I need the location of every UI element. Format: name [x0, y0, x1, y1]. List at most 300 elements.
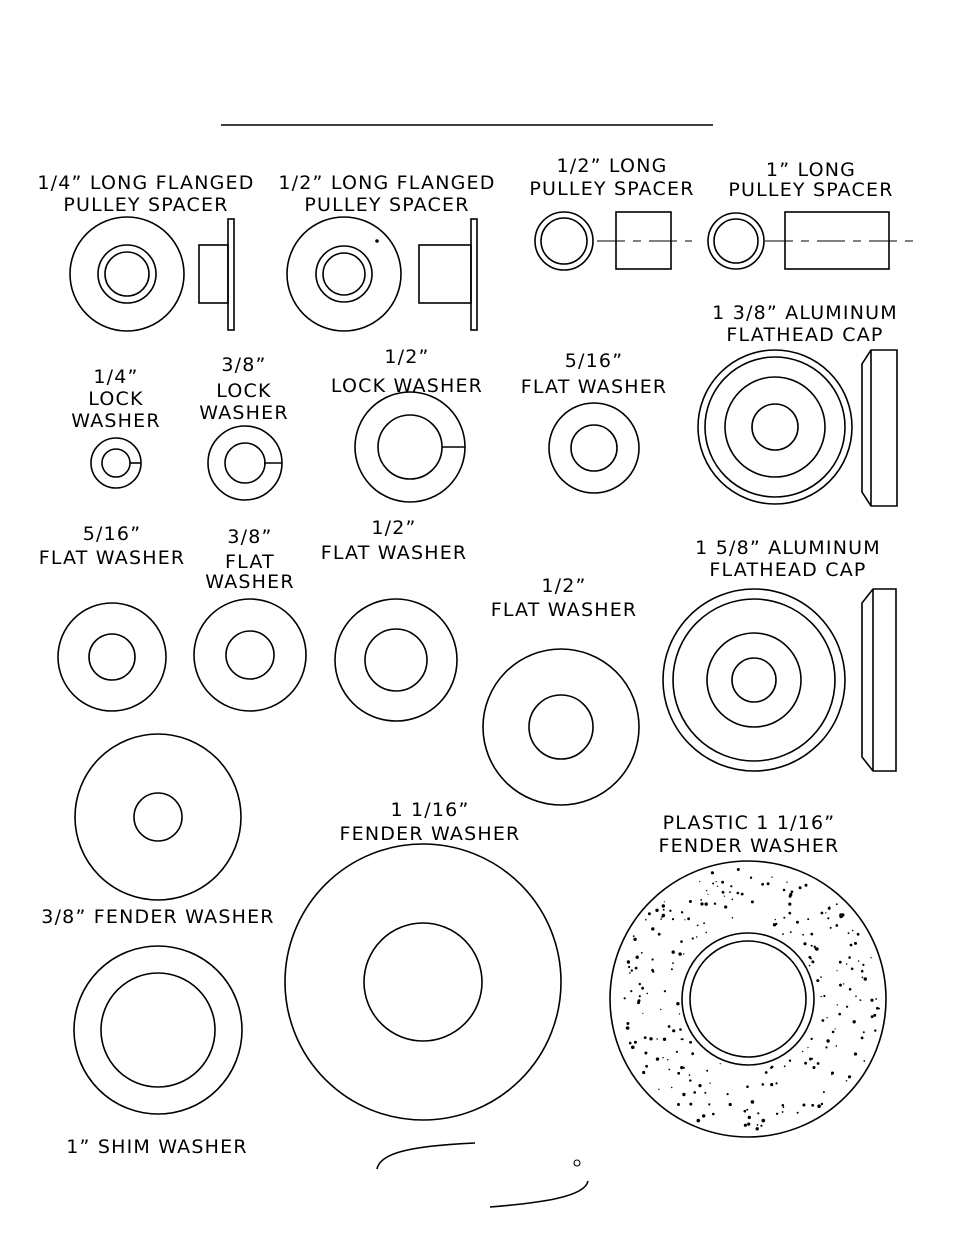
flange-side-view: [228, 219, 234, 330]
texture-dot: [663, 1038, 666, 1041]
texture-dot: [651, 969, 654, 972]
label-line: PULLEY SPACER: [63, 194, 229, 216]
texture-dot: [767, 882, 770, 885]
plastic-fender-washer: [610, 812, 886, 1137]
texture-dot: [857, 933, 860, 936]
texture-dot: [848, 932, 850, 934]
texture-dot: [648, 912, 651, 915]
pulley-spacer-one: [708, 159, 913, 269]
texture-dot: [871, 1015, 874, 1018]
label-line: 1/4”: [93, 366, 139, 388]
texture-dot: [757, 1124, 759, 1126]
texture-dot: [802, 1051, 803, 1052]
texture-dot: [746, 1109, 748, 1111]
texture-dot: [831, 1072, 834, 1075]
texture-dot: [816, 979, 819, 982]
texture-dot: [664, 901, 665, 902]
texture-dot: [700, 899, 702, 901]
texture-dot: [668, 1025, 671, 1028]
label-line: FLAT WASHER: [520, 376, 668, 398]
texture-dot: [633, 938, 636, 941]
texture-dot: [797, 1112, 799, 1114]
texture-dot: [730, 885, 732, 887]
texture-dot: [669, 910, 671, 912]
texture-dot: [714, 903, 716, 905]
texture-dot: [799, 886, 802, 889]
label-line: 1 1/16”: [390, 799, 470, 821]
texture-dot: [807, 1047, 808, 1048]
texture-dot: [668, 1069, 670, 1071]
cap-bore: [752, 404, 798, 450]
washer-middle: [316, 246, 372, 302]
texture-dot: [679, 1028, 682, 1031]
texture-dot: [697, 925, 699, 927]
texture-dot: [671, 968, 673, 970]
texture-dot: [870, 999, 873, 1002]
texture-dot: [697, 1119, 701, 1123]
texture-dot: [635, 967, 638, 970]
signature-stroke: [377, 1143, 475, 1169]
texture-dot: [662, 914, 663, 915]
texture-dot: [744, 1110, 747, 1113]
texture-dot: [876, 1007, 879, 1010]
texture-dot: [681, 911, 683, 913]
label-line: 1/2”: [371, 517, 417, 539]
texture-dot: [783, 1107, 785, 1109]
label-line: 1/2”: [384, 346, 430, 368]
texture-dot: [693, 1091, 696, 1094]
texture-dot: [649, 1037, 652, 1040]
flat-washer-5-16-b: [39, 523, 186, 711]
texture-dot: [786, 882, 787, 883]
label-line: FENDER WASHER: [658, 835, 840, 857]
texture-dot: [782, 933, 784, 935]
texture-dot: [789, 893, 792, 896]
texture-dot: [720, 1063, 721, 1064]
texture-dot: [707, 894, 708, 895]
washer-outer: [335, 599, 457, 721]
texture-dot: [683, 953, 684, 954]
texture-dot: [861, 1037, 864, 1040]
texture-dot: [644, 1036, 647, 1039]
texture-dot: [873, 1014, 876, 1017]
texture-dot: [729, 1103, 732, 1106]
texture-dot: [820, 976, 822, 978]
washer-outer: [285, 844, 561, 1120]
label-line: WASHER: [71, 410, 161, 432]
texture-dot: [629, 1042, 632, 1045]
texture-dot: [637, 1001, 640, 1004]
label-line: FLAT WASHER: [38, 547, 186, 569]
texture-dot: [692, 937, 694, 939]
texture-dot: [737, 892, 740, 895]
texture-dot: [835, 1028, 836, 1029]
washer-bore: [134, 793, 182, 841]
label-line: FLATHEAD CAP: [709, 559, 867, 581]
texture-dot: [762, 1119, 766, 1123]
texture-dot: [677, 1072, 680, 1075]
center-mark: [375, 239, 379, 243]
texture-dot: [683, 1067, 685, 1069]
texture-dot: [811, 1058, 813, 1060]
texture-dot: [826, 1039, 829, 1042]
texture-dot: [627, 960, 630, 963]
texture-dot: [641, 987, 644, 990]
texture-dot: [839, 984, 842, 987]
texture-dot: [832, 1031, 835, 1034]
flat-washer-3-8: [194, 526, 306, 711]
texture-dot: [854, 942, 857, 945]
texture-dot: [784, 1065, 786, 1067]
washer-bore: [690, 941, 806, 1057]
texture-dot: [751, 900, 754, 903]
texture-dot: [696, 936, 697, 937]
texture-dot: [811, 945, 813, 947]
washer-outer: [549, 403, 639, 493]
spacer-bore: [714, 219, 758, 263]
spacer-outer: [535, 212, 593, 270]
texture-dot: [846, 1006, 848, 1008]
washer-outer: [58, 603, 166, 711]
texture-dot: [825, 912, 826, 913]
label-line: PULLEY SPACER: [304, 194, 470, 216]
washer-outer: [194, 599, 306, 711]
texture-dot: [789, 1060, 791, 1062]
texture-dot: [863, 1031, 865, 1033]
label-line: FLAT WASHER: [490, 599, 638, 621]
texture-dot: [826, 1017, 827, 1018]
texture-dot: [837, 1004, 838, 1005]
texture-dot: [864, 977, 867, 980]
texture-dot: [689, 1041, 692, 1044]
cap-outer: [663, 589, 845, 771]
flat-washer-half-b: [483, 575, 639, 805]
texture-dot: [651, 927, 654, 930]
texture-dot: [655, 909, 658, 912]
flange-side-view: [471, 219, 477, 330]
texture-dot: [814, 946, 816, 948]
texture-dot: [817, 1104, 821, 1108]
texture-dot: [761, 883, 764, 886]
texture-dot: [660, 918, 662, 920]
texture-dot: [727, 1093, 729, 1095]
texture-dot: [843, 983, 844, 984]
spacer-side-view: [199, 245, 228, 303]
texture-dot: [722, 891, 725, 894]
shim-washer-one: [66, 946, 247, 1158]
texture-dot: [663, 909, 665, 911]
texture-dot: [837, 970, 838, 971]
washer-outer: [483, 649, 639, 805]
texture-dot: [846, 1080, 848, 1082]
texture-dot: [853, 1020, 856, 1023]
texture-dot: [690, 1080, 692, 1082]
texture-dot: [706, 1070, 708, 1072]
flathead-cap-1-3-8: [698, 302, 898, 506]
washer-bore: [89, 634, 135, 680]
texture-dot: [656, 1057, 659, 1060]
texture-dot: [672, 962, 674, 964]
texture-dot: [732, 899, 734, 901]
texture-dot: [817, 1062, 820, 1065]
texture-dot: [691, 1052, 694, 1055]
plastic-texture: [624, 868, 880, 1131]
cap-bore: [732, 658, 776, 702]
texture-dot: [775, 919, 776, 920]
texture-dot: [708, 1103, 710, 1105]
cap-face: [707, 633, 801, 727]
texture-dot: [682, 1093, 685, 1096]
washer-bore: [323, 253, 365, 295]
signature-stroke: [490, 1181, 588, 1207]
texture-dot: [656, 1038, 658, 1040]
texture-dot: [838, 1013, 841, 1016]
flathead-cap-1-5-8: [663, 537, 896, 771]
texture-dot: [775, 1082, 777, 1084]
fender-washer-3-8: [41, 734, 274, 928]
texture-dot: [860, 999, 862, 1001]
texture-dot: [788, 912, 791, 915]
texture-dot: [724, 896, 725, 897]
texture-dot: [854, 1052, 857, 1055]
texture-dot: [762, 1083, 765, 1086]
spacer-bore: [541, 218, 587, 264]
texture-dot: [645, 919, 647, 921]
texture-dot: [835, 924, 838, 927]
washer-outer: [74, 946, 242, 1114]
label-line: 1/2” LONG FLANGED: [278, 172, 496, 194]
label-line: FLAT WASHER: [320, 542, 468, 564]
texture-dot: [771, 1066, 774, 1069]
texture-dot: [770, 1083, 773, 1086]
texture-dot: [672, 918, 674, 920]
texture-dot: [813, 1066, 816, 1069]
texture-dot: [836, 1045, 838, 1047]
label-line: LOCK: [216, 380, 272, 402]
label-line: 3/8”: [227, 526, 273, 548]
texture-dot: [802, 934, 804, 936]
texture-dot: [829, 906, 831, 908]
texture-dot: [671, 1087, 672, 1088]
texture-dot: [672, 950, 675, 953]
label-line: 1 5/8” ALUMINUM: [695, 537, 881, 559]
texture-dot: [705, 902, 708, 905]
texture-dot: [748, 1116, 751, 1119]
texture-dot: [660, 1009, 661, 1010]
texture-dot: [776, 1113, 778, 1115]
texture-dot: [862, 964, 864, 966]
texture-dot: [639, 983, 641, 985]
texture-dot: [746, 1085, 749, 1088]
texture-dot: [630, 990, 632, 992]
texture-dot: [677, 1103, 680, 1106]
texture-dot: [821, 1103, 823, 1105]
texture-dot: [633, 935, 635, 937]
texture-dot: [851, 968, 854, 971]
texture-dot: [874, 1029, 876, 1031]
texture-dot: [729, 891, 731, 893]
texture-dot: [839, 915, 843, 919]
texture-dot: [804, 1062, 807, 1065]
texture-dot: [716, 881, 717, 882]
label-line: FLAT: [225, 551, 275, 573]
texture-dot: [783, 917, 785, 919]
texture-dot: [808, 956, 811, 959]
washer-bore: [102, 449, 130, 477]
texture-dot: [629, 972, 631, 974]
texture-dot: [717, 886, 718, 887]
texture-dot: [791, 890, 794, 893]
texture-dot: [672, 1029, 675, 1032]
texture-dot: [807, 918, 809, 920]
texture-dot: [732, 917, 734, 919]
texture-dot: [783, 889, 786, 892]
texture-dot: [773, 923, 776, 926]
signature-icon: [377, 1143, 588, 1207]
texture-dot: [639, 995, 641, 997]
texture-dot: [680, 940, 683, 943]
washer-bore: [365, 629, 427, 691]
texture-dot: [821, 996, 822, 997]
cap-rim: [673, 599, 835, 761]
texture-dot: [821, 912, 824, 915]
texture-dot: [679, 1013, 680, 1014]
texture-dot: [782, 1104, 785, 1107]
texture-dot: [827, 917, 829, 919]
texture-dot: [839, 961, 842, 964]
texture-dot: [626, 1026, 630, 1030]
texture-dot: [802, 1104, 805, 1107]
texture-dot: [870, 957, 871, 958]
texture-dot: [664, 990, 666, 992]
texture-dot: [687, 917, 690, 920]
label-line: LOCK WASHER: [330, 375, 484, 397]
texture-dot: [652, 958, 654, 960]
texture-dot: [822, 1019, 825, 1022]
washer-bore: [378, 415, 442, 479]
washer-middle: [98, 245, 156, 303]
texture-dot: [850, 944, 853, 947]
texture-dot: [631, 1046, 635, 1050]
cap-side-view: [862, 350, 897, 506]
label-line: 1” LONG: [765, 159, 857, 181]
texture-dot: [811, 1104, 814, 1107]
texture-dot: [662, 904, 665, 907]
texture-dot: [858, 960, 860, 962]
texture-dot: [782, 1111, 784, 1113]
texture-dot: [855, 995, 857, 997]
washer-outer: [287, 217, 401, 331]
texture-dot: [790, 931, 792, 933]
texture-dot: [644, 1052, 647, 1055]
texture-dot: [849, 988, 852, 991]
texture-dot: [771, 876, 772, 877]
label-line: 3/8”: [221, 354, 267, 376]
label-line: 5/16”: [564, 350, 624, 372]
label-line: 1/2” LONG: [556, 155, 668, 177]
texture-dot: [810, 1038, 812, 1040]
flanged-pulley-spacer-quarter: [37, 172, 254, 331]
spacer-side-view: [419, 245, 471, 303]
flanged-pulley-spacer-half: [278, 172, 495, 331]
washer-outer: [75, 734, 241, 900]
pulley-spacer-half: [529, 155, 694, 270]
texture-dot: [689, 900, 692, 903]
label-line: 1 3/8” ALUMINUM: [712, 302, 898, 324]
flat-washer-5-16-a: [521, 350, 668, 493]
cap-outer: [698, 350, 852, 504]
texture-dot: [756, 1127, 759, 1130]
label-line: 5/16”: [82, 523, 142, 545]
texture-dot: [760, 1125, 762, 1127]
texture-dot: [747, 1123, 750, 1126]
label-line: LOCK: [88, 388, 144, 410]
washer-outer: [610, 861, 886, 1137]
texture-dot: [863, 1060, 865, 1062]
texture-dot: [862, 977, 864, 979]
texture-dot: [712, 1113, 715, 1116]
texture-dot: [744, 1124, 747, 1127]
texture-dot: [682, 1038, 684, 1040]
texture-dot: [823, 1091, 825, 1093]
texture-dot: [751, 1100, 755, 1104]
washer-bore: [225, 443, 265, 483]
texture-dot: [796, 921, 799, 924]
texture-dot: [647, 993, 649, 995]
fender-washer-1-1-16: [285, 799, 561, 1120]
label-line: FENDER WASHER: [339, 823, 521, 845]
washer-bore: [101, 973, 215, 1087]
label-line: 1/2”: [541, 575, 587, 597]
washer-bore: [105, 252, 149, 296]
texture-dot: [684, 919, 685, 920]
texture-dot: [750, 877, 752, 879]
texture-dot: [642, 1071, 645, 1074]
texture-dot: [765, 1071, 768, 1074]
texture-dot: [741, 893, 744, 896]
label-line: PULLEY SPACER: [529, 178, 695, 200]
texture-dot: [663, 1057, 664, 1058]
texture-dot: [875, 998, 877, 1000]
texture-dot: [624, 997, 626, 999]
texture-dot: [636, 956, 639, 959]
texture-dot: [706, 890, 707, 891]
texture-dot: [805, 884, 808, 887]
texture-dot: [702, 1114, 705, 1117]
texture-dot: [711, 871, 714, 874]
signature-dot: [574, 1160, 580, 1166]
texture-dot: [631, 969, 633, 971]
texture-dot: [626, 1022, 629, 1025]
texture-dot: [836, 903, 838, 905]
texture-dot: [709, 1083, 710, 1084]
texture-dot: [645, 1065, 648, 1068]
texture-dot: [667, 1059, 668, 1060]
cap-side-view: [862, 589, 896, 771]
texture-dot: [700, 902, 703, 905]
lock-washer-quarter: [71, 366, 161, 488]
label-line: 1/4” LONG FLANGED: [37, 172, 255, 194]
washer-bore: [571, 425, 617, 471]
texture-dot: [861, 970, 864, 973]
texture-dot: [658, 933, 661, 936]
texture-dot: [809, 965, 811, 967]
texture-dot: [634, 1041, 637, 1044]
spacer-outer: [708, 213, 764, 269]
lock-washer-half: [331, 346, 483, 502]
washer-bore-outer: [682, 933, 814, 1065]
texture-dot: [757, 1112, 759, 1114]
